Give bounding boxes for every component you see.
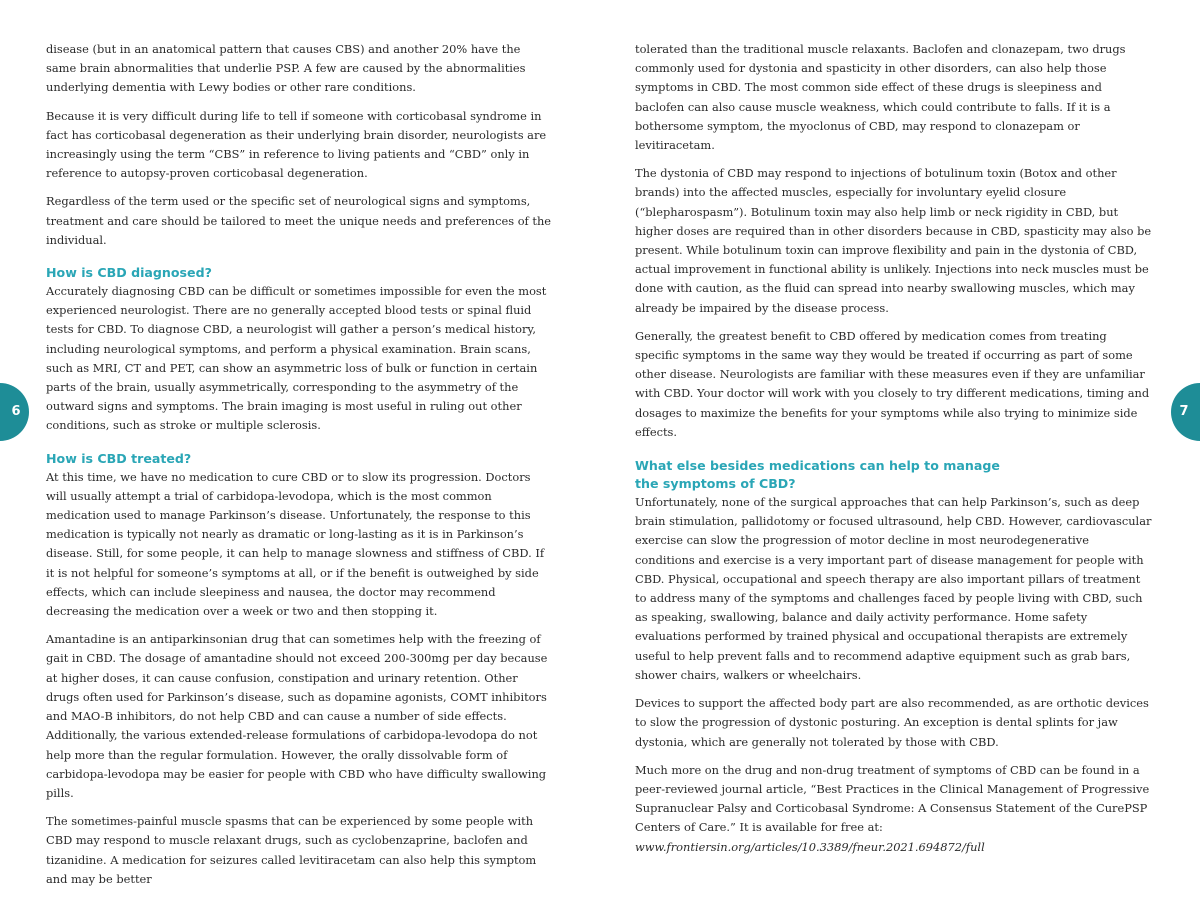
heading-line: the symptoms of CBD?: [635, 476, 796, 492]
heading-line: What else besides medications can help to manage: [635, 458, 1000, 474]
heading-how-diagnosed: How is CBD diagnosed?: [46, 265, 212, 281]
paragraph: Devices to support the affected body part are also recommended, as are orthotic devices to slow the progression of dystonic posturing. An exception is dental splints for jaw dystonia, which are generally not tolerated by those with CBD.: [635, 696, 1149, 749]
paragraph: Unfortunately, none of the surgical approaches that can help Parkinson’s, such as deep brain stimulation, pallidotomy or focused ultrasound, help CBD. However, cardiovascular exercise can slow the progression of motor decline in most neurodegenerative conditions and exercise is a very important part of disease management for people with CBD. Physical, occupational and speech therapy are also important pillars of treatment to address many of the symptoms and challenges faced by people living with CBD, such as speaking, swallowing, balance and daily activity performance. Home safety evaluations performed by trained physical and occupational therapists are extremely useful to help prevent falls and to recommend adaptive equipment such as grab bars, shower chairs, walkers or wheelchairs.: [635, 495, 1152, 682]
left-page-column: [46, 40, 554, 898]
heading-what-else-helps: [635, 457, 1152, 493]
paragraph: The dystonia of CBD may respond to injections of botulinum toxin (Botox and other brands) into the affected muscles, especially for involuntary eyelid closure (“blepharospasm”). Botulinum toxin may also help limb or neck rigidity in CBD, but higher doses are required than in other disorders because in CBD, spasticity may also be present. While botulinum toxin can improve flexibility and pain in the dystonia of CBD, actual improvement in functional ability is unlikely. Injections into neck muscles must be done with caution, as the fluid can spread into nearby swallowing muscles, which may already be impaired by the disease process.: [635, 166, 1152, 315]
paragraph: The sometimes-painful muscle spasms that can be experienced by some people with CBD may respond to muscle relaxant drugs, such as cyclobenzaprine, baclofen and tizanidine. A medication for seizures called levitiracetam can also help this symptom and may be better: [46, 814, 537, 886]
paragraph: disease (but in an anatomical pattern that causes CBS) and another 20% have the same brain abnormalities that underlie PSP. A few are caused by the abnormalities underlying dementia with Lewy bodies or other rare conditions.: [46, 42, 526, 95]
page-number-tab-left: [0, 383, 29, 441]
page-number-tab-right: [1171, 383, 1200, 441]
right-page-column: [635, 40, 1152, 866]
paragraph: At this time, we have no medication to cure CBD or to slow its progression. Doctors will usually attempt a trial of carbidopa-levodopa, which is the most common medication used to manage Parkinson’s disease. Unfortunately, the response to this medication is typically not nearly as dramatic or long-lasting as it is in Parkinson’s disease. Still, for some people, it can help to manage slowness and stiffness of CBD. If it is not helpful for someone’s symptoms at all, or if the benefit is outweighed by side effects, which can include sleepiness and nausea, the doctor may recommend decreasing the medication over a week or two and then stopping it.: [46, 469, 545, 619]
paragraph: Because it is very difficult during life to tell if someone with corticobasal syndrome in fact has corticobasal degeneration as their underlying brain disorder, neurologists are increasingly using the term “CBS” in reference to living patients and “CBD” only in reference to autopsy-proven corticobasal degeneration.: [46, 108, 547, 181]
article-url: www.frontiersin.org/articles/10.3389/fneur.2021.694872/full: [635, 839, 985, 854]
page-number-right: 7: [1179, 404, 1189, 419]
page-number-left: 6: [11, 404, 21, 419]
paragraph: Accurately diagnosing CBD can be difficult or sometimes impossible for even the most experienced neurologist. There are no generally accepted blood tests or spinal fluid tests for CBD. To diagnose CBD, a neurologist will gather a person’s medical history, including neurological symptoms, and perform a physical examination. Brain scans, such as MRI, CT and PET, can show an asymmetric loss of bulk or function in certain parts of the brain, usually asymmetrically, corresponding to the asymmetry of the outward signs and symptoms. The brain imaging is most useful in ruling out other conditions, such as stroke or multiple sclerosis.: [46, 284, 547, 433]
paragraph: Regardless of the term used or the specific set of neurological signs and symptoms, treatment and care should be tailored to meet the unique needs and preferences of the individual.: [46, 194, 552, 247]
paragraph: tolerated than the traditional muscle relaxants. Baclofen and clonazepam, two drugs commonly used for dystonia and spasticity in other disorders, can also help those symptoms in CBD. The most common side effect of these drugs is sleepiness and baclofen can also cause muscle weakness, which could contribute to falls. If it is a bothersome symptom, the myoclonus of CBD, may respond to clonazepam or levitiracetam.: [635, 42, 1126, 153]
paragraph: Amantadine is an antiparkinsonian drug that can sometimes help with the freezing of gait in CBD. The dosage of amantadine should not exceed 200-300mg per day because at higher doses, it can cause confusion, constipation and urinary retention. Other drugs often used for Parkinson’s disease, such as dopamine agonists, COMT inhibitors and MAO-B inhibitors, do not help CBD and can cause a number of side effects. Additionally, the various extended-release formulations of carbidopa-levodopa do not help more than the regular formulation. However, the orally dissolvable form of carbidopa-levodopa may be easier for people with CBD who have difficulty swallowing pills.: [46, 632, 548, 800]
paragraph: [635, 761, 1152, 857]
paragraph: Generally, the greatest benefit to CBD offered by medication comes from treating specific symptoms in the same way they would be treated if occurring as part of some other disease. Neurologists are familiar with these measures even if they are unfamiliar with CBD. Your doctor will work with you closely to try different medications, timing and dosages to maximize the benefits for your symptoms while also trying to minimize side effects.: [635, 328, 1150, 439]
heading-how-treated: How is CBD treated?: [46, 450, 192, 466]
paragraph-text: Much more on the drug and non-drug treatment of symptoms of CBD can be found in a peer-reviewed journal article, “Best Practices in the Clinical Management of Progressive Supranuclear Palsy and Corticobasal Syndrome: A Consensus Statement of the CurePSP Centers of Care.” It is available for free at:: [635, 762, 1150, 835]
